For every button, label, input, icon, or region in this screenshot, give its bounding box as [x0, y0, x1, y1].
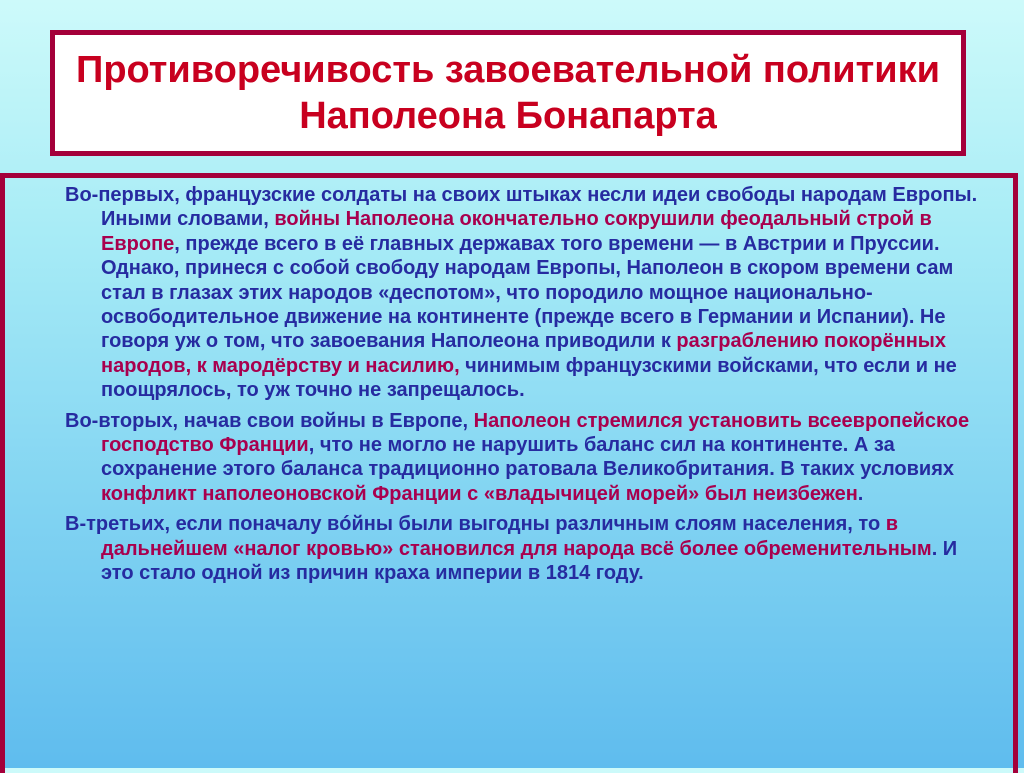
- text-segment: , прежде всего в её главных державах того времени — в Австрии и Пруссии. Однако, принеся с собой свободу народам Европы, Наполеон в скором времени сам стал в глазах этих народов «деспотом», что породило мощное национально-освободительное движение на континенте (прежде всего в Германии и Испании). Не говоря уж о том, что завоевания Наполеона приводили к: [101, 232, 954, 353]
- text-segment: , что не могло не нарушить баланс сил на континенте. А за сохранение этого баланса традиционно ратовала Великобритания. В таких условиях: [101, 434, 955, 481]
- paragraph-first: [5, 183, 1013, 403]
- text-segment: В-третьих, если поначалу вóйны были выгодны различным слоям населения, то: [65, 513, 886, 536]
- text-segment: .: [857, 482, 864, 505]
- highlighted-text-segment: в дальнейшем «налог кровью» становился для народа всё более обременительным: [101, 513, 932, 560]
- text-segment: Во-вторых, начав свои войны в Европе,: [65, 409, 474, 432]
- paragraph-second: [5, 409, 1013, 507]
- content-box: [0, 173, 1018, 773]
- highlighted-text-segment: войны Наполеона окончательно сокрушили феодальный строй в Европе: [101, 208, 932, 255]
- slide-title: Противоречивость завоевательной политики Наполеона Бонапарта: [76, 49, 940, 137]
- highlighted-text-segment: Наполеон стремился установить всеевропейское господство Франции: [101, 409, 970, 457]
- text-segment: Во-первых, французские солдаты на своих штыках несли идеи свободы народам Европы. Иными словами,: [65, 184, 978, 231]
- paragraph-third: [5, 512, 1013, 585]
- text-segment: . И это стало одной из причин краха империи в 1814 году.: [101, 537, 958, 585]
- text-segment: чинимым французскими войсками, что если и не поощрялось, то уж точно не запрещалось.: [101, 354, 957, 402]
- title-box: [50, 30, 966, 156]
- highlighted-text-segment: разграблению покорённых народов, к мародёрству и насилию,: [101, 330, 947, 377]
- highlighted-text-segment: конфликт наполеоновской Франции с «владычицей морей» был неизбежен: [101, 482, 858, 505]
